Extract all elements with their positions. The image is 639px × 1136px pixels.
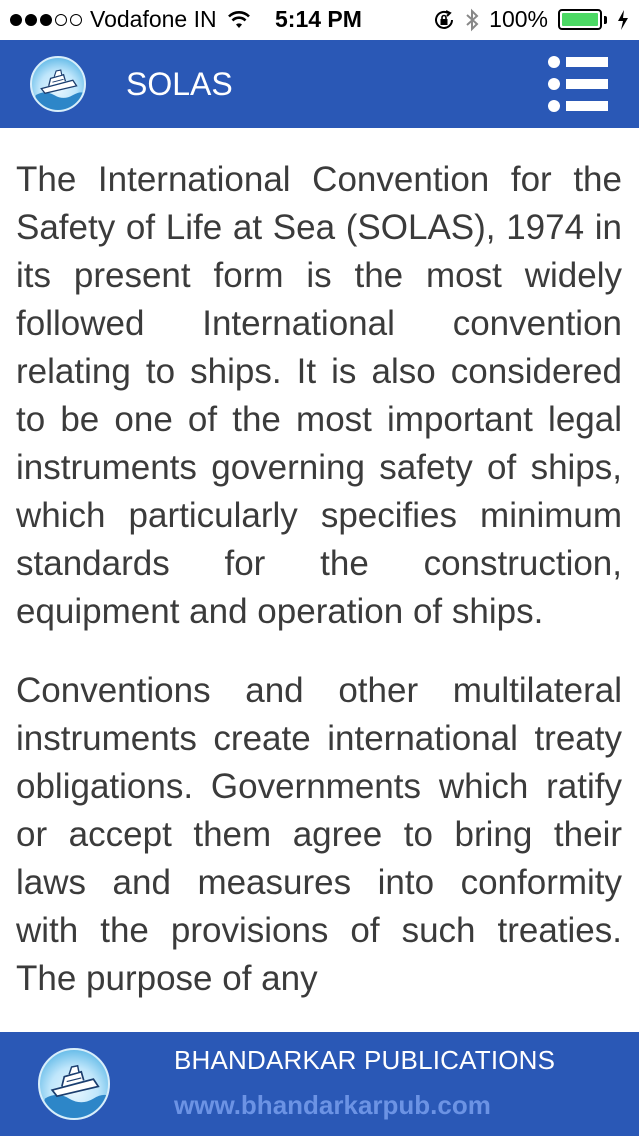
footer-banner [0,1032,639,1136]
wifi-icon [227,10,251,30]
content-paragraph: The International Convention for the Safety of Life at Sea (SOLAS), 1974 in its present form is the most widely followed International convention relating to ships. It is also considered to be one of the most important legal instruments governing safety of ships, which particularly specifies minimum standards for the construction, equipment and operation of ships. [16,160,622,631]
page-title: SOLAS [126,66,233,102]
list-menu-icon[interactable] [548,56,608,112]
status-right [433,6,629,33]
ship-logo-icon [38,1048,110,1120]
publisher-url-link[interactable]: www.bhandarkarpub.com [174,1090,491,1120]
app-header [0,40,639,128]
publisher-name: BHANDARKAR PUBLICATIONS [174,1045,556,1075]
status-left [10,6,251,33]
rotation-lock-icon [433,9,455,31]
content-scroll-area[interactable] [16,156,622,1032]
battery-icon [558,9,607,30]
status-time: 5:14 PM [275,6,362,32]
charging-bolt-icon [617,10,629,30]
battery-percent: 100% [489,6,548,32]
content-paragraph: Conventions and other multilateral instruments create international treaty obligations. Governments which ratify or accept them agree to bring their laws and measures into conformity with the provisions of such treaties. The purpose of any [16,671,622,998]
ship-logo-icon [30,56,86,112]
carrier-name: Vodafone IN [90,6,217,32]
bluetooth-icon [465,8,479,32]
signal-strength-icon [10,14,82,26]
status-bar [0,0,639,40]
